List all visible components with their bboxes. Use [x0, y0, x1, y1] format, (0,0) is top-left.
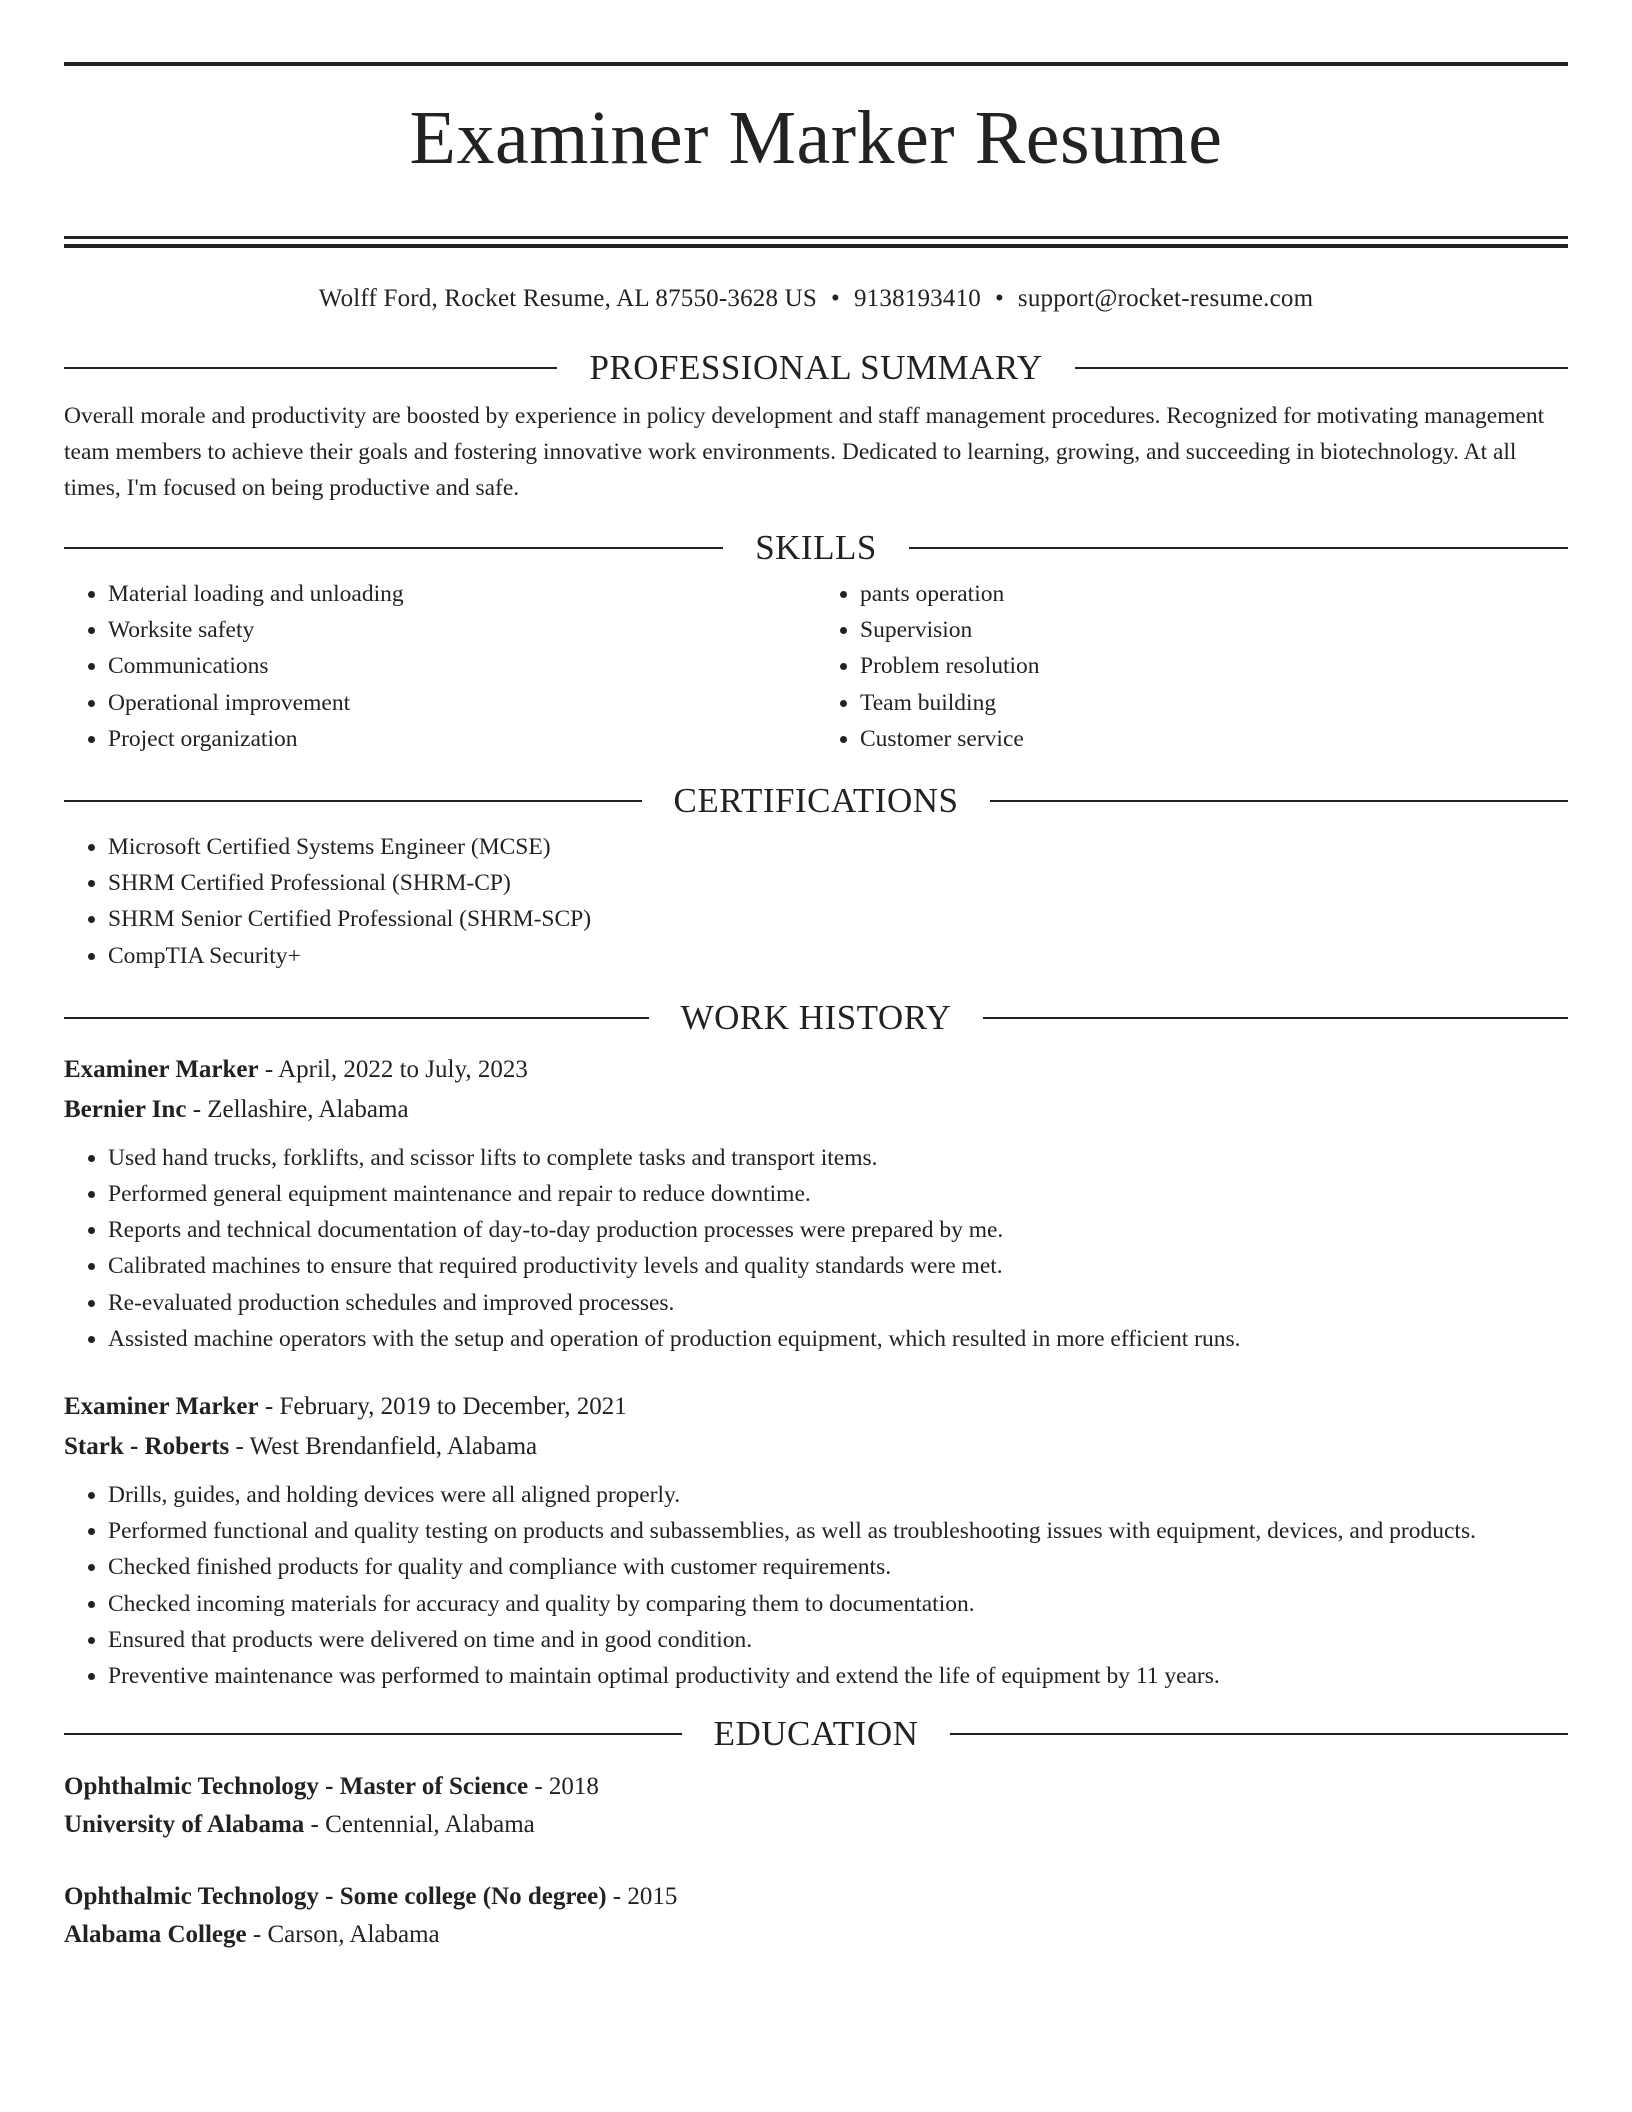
job-company: Bernier Inc: [64, 1095, 187, 1123]
education-location: - Centennial, Alabama: [304, 1811, 535, 1839]
summary-text: Overall morale and productivity are boosted by experience in policy development and staff management procedures. Recognized for motivating management team members to achieve their goals and fostering innovative work environments. Dedicated to learning, growing, and succeeding in biotechnology. At all times, I'm focused on being productive and safe.: [64, 403, 1545, 501]
job-title-line: [64, 1050, 1568, 1090]
job-bullet: • Assisted machine operators with the setup and operation of production equipment, which resulted in more efficient runs.: [108, 1321, 1568, 1357]
certifications-list: [64, 829, 1568, 974]
skill-item: • Operational improvement: [108, 685, 816, 721]
section-header-certifications: [64, 781, 1568, 821]
skill-item: • Communications: [108, 648, 816, 684]
skill-item: • Problem resolution: [860, 648, 1568, 684]
job-entry: [64, 1050, 1568, 1357]
job-title: Examiner Marker: [64, 1055, 259, 1083]
job-dates: - April, 2022 to July, 2023: [258, 1055, 528, 1083]
education-entry: [64, 1768, 1568, 1844]
job-bullets: [64, 1140, 1568, 1357]
skill-item: • Customer service: [860, 721, 1568, 757]
contact-phone: 9138193410: [853, 285, 981, 312]
section-rule: [64, 1733, 682, 1735]
contact-line: [64, 284, 1568, 314]
job-bullet: • Reports and technical documentation of day-to-day production processes were prepared by me.: [108, 1212, 1568, 1248]
education-degree-line: [64, 1768, 1568, 1806]
skills-list-right: [816, 576, 1568, 757]
contact-email: support@rocket-resume.com: [1017, 285, 1314, 312]
section-rule: [983, 1017, 1568, 1019]
certification-item: • SHRM Certified Professional (SHRM-CP): [108, 865, 1568, 901]
skill-item: • Project organization: [108, 721, 816, 757]
job-location: - Zellashire, Alabama: [186, 1095, 409, 1123]
section-rule: [64, 547, 723, 549]
section-header-education: [64, 1714, 1568, 1754]
section-title: PROFESSIONAL SUMMARY: [589, 348, 1043, 387]
skills-list-left: [64, 576, 816, 757]
section-title: EDUCATION: [713, 1714, 919, 1754]
job-dates: - February, 2019 to December, 2021: [258, 1393, 627, 1421]
skill-item: • Supervision: [860, 612, 1568, 648]
education-school-line: [64, 1916, 1568, 1954]
job-title: Examiner Marker: [64, 1393, 259, 1421]
job-company: Stark - Roberts: [64, 1433, 230, 1461]
education-location: - Carson, Alabama: [246, 1921, 440, 1949]
education-degree: Ophthalmic Technology - Some college (No degree): [64, 1883, 607, 1911]
education-school: University of Alabama: [64, 1811, 305, 1839]
section-rule: [909, 547, 1568, 549]
job-bullet: • Drills, guides, and holding devices were all aligned properly.: [108, 1477, 1568, 1513]
job-bullet: • Ensured that products were delivered on time and in good condition.: [108, 1622, 1568, 1658]
job-company-line: [64, 1090, 1568, 1130]
section-rule: [990, 800, 1568, 802]
education-degree-line: [64, 1878, 1568, 1916]
job-bullet: • Performed general equipment maintenance and repair to reduce downtime.: [108, 1176, 1568, 1212]
section-title: SKILLS: [755, 528, 877, 567]
section-rule: [64, 1017, 649, 1019]
title-double-rule: [64, 236, 1568, 248]
top-rule: [64, 62, 1568, 66]
job-bullet: • Checked incoming materials for accuracy and quality by comparing them to documentation.: [108, 1586, 1568, 1622]
certification-item: • Microsoft Certified Systems Engineer (MCSE): [108, 829, 1568, 865]
skill-item: • Material loading and unloading: [108, 576, 816, 612]
education-school: Alabama College: [64, 1921, 247, 1949]
job-company-line: [64, 1427, 1568, 1467]
education-entry: [64, 1878, 1568, 1954]
job-bullet: • Re-evaluated production schedules and improved processes.: [108, 1285, 1568, 1321]
job-bullet: • Used hand trucks, forklifts, and scissor lifts to complete tasks and transport items.: [108, 1140, 1568, 1176]
section-header-work-history: [64, 998, 1568, 1038]
contact-address: Wolff Ford, Rocket Resume, AL 87550-3628 US: [318, 285, 818, 312]
section-header-summary: [64, 348, 1568, 388]
resume-title: Examiner Marker Resume: [409, 96, 1223, 180]
skill-item: • Worksite safety: [108, 612, 816, 648]
section-title: CERTIFICATIONS: [673, 781, 959, 821]
education-year: - 2015: [606, 1883, 678, 1911]
skill-item: • pants operation: [860, 576, 1568, 612]
job-title-line: [64, 1387, 1568, 1427]
job-bullet: • Performed functional and quality testing on products and subassemblies, as well as troubleshooting issues with equipment, devices, and products.: [108, 1513, 1568, 1549]
section-title: WORK HISTORY: [680, 997, 952, 1037]
education-school-line: [64, 1806, 1568, 1844]
section-header-skills: [64, 528, 1568, 568]
job-location: - West Brendanfield, Alabama: [229, 1433, 538, 1461]
job-bullet: • Calibrated machines to ensure that required productivity levels and quality standards were met.: [108, 1248, 1568, 1284]
job-entry: [64, 1387, 1568, 1694]
job-bullet: • Preventive maintenance was performed to maintain optimal productivity and extend the life of equipment by 11 years.: [108, 1658, 1568, 1694]
section-rule: [64, 367, 557, 369]
certification-item: • SHRM Senior Certified Professional (SHRM-SCP): [108, 901, 1568, 937]
contact-separator: •: [994, 285, 1004, 312]
skill-item: • Team building: [860, 685, 1568, 721]
contact-separator: •: [831, 285, 840, 312]
certification-item: • CompTIA Security+: [108, 938, 1568, 974]
job-bullets: [64, 1477, 1568, 1694]
section-rule: [950, 1733, 1568, 1735]
skills-columns: [64, 576, 1568, 757]
job-bullet: • Checked finished products for quality and compliance with customer requirements.: [108, 1549, 1568, 1585]
section-rule: [64, 800, 642, 802]
education-degree: Ophthalmic Technology - Master of Science: [64, 1773, 529, 1801]
section-rule: [1075, 367, 1568, 369]
education-year: - 2018: [528, 1773, 599, 1801]
